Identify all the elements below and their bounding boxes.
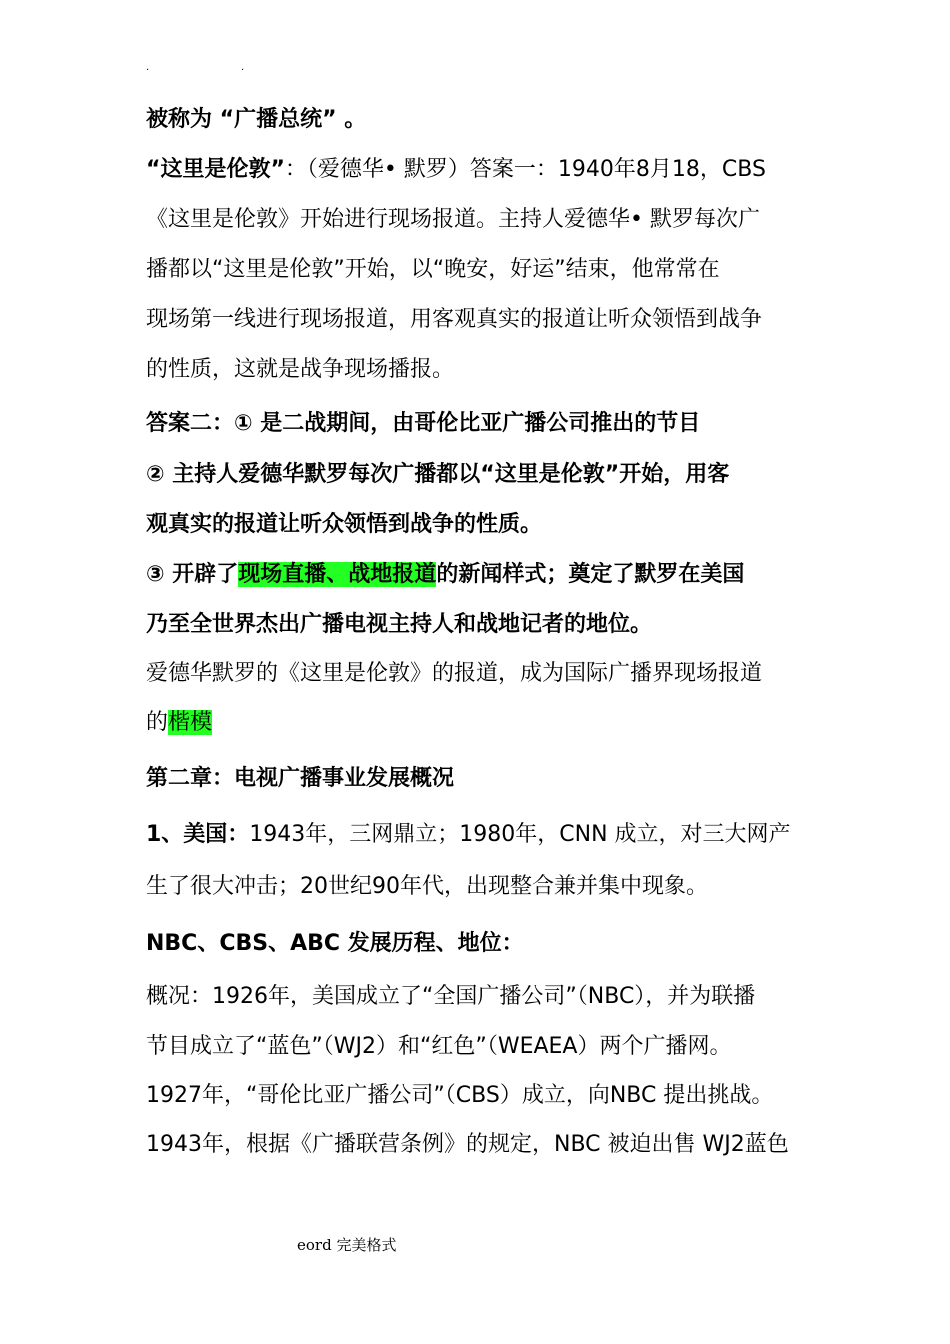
text-line: 现场第一线进行现场报道，用客观真实的报道让听众领悟到战争 [146, 307, 763, 332]
heading-inline: “这里是伦敦” [146, 157, 285, 182]
text-line: 生了很大冲击；20世纪90年代，出现整合兼并集中现象。 [146, 874, 708, 899]
text-line [146, 155, 766, 185]
header-dot: . [146, 62, 150, 73]
heading-inline: 1、美国： [146, 822, 250, 847]
text-line: 1943年，根据《广播联营条例》的规定，NBC 被迫出售 WJ2蓝色 [146, 1132, 789, 1157]
text-line: 爱德华默罗的《这里是伦敦》的报道，成为国际广播界现场报道 [146, 661, 763, 686]
text-line [146, 820, 791, 850]
text-line [146, 708, 212, 738]
text-line [146, 560, 744, 590]
text-line: 的性质，这就是战争现场播报。 [146, 357, 455, 382]
text-line: 《这里是伦敦》开始进行现场报道。主持人爱德华• 默罗每次广 [146, 207, 760, 232]
header-dot: . [241, 62, 245, 73]
text-line: 被称为 “广播总统” 。 [146, 107, 367, 132]
section-heading: 第二章：电视广播事业发展概况 [146, 766, 455, 791]
text-span: 的新闻样式；奠定了默罗在美国 [436, 562, 745, 587]
text-line: 1927年，“哥伦比亚广播公司”（CBS）成立，向NBC 提出挑战。 [146, 1083, 774, 1108]
text-line: 概况：1926年，美国成立了“全国广播公司”（NBC），并为联播 [146, 984, 756, 1009]
text-line: 答案二：① 是二战期间，由哥伦比亚广播公司推出的节目 [146, 411, 701, 436]
text-span: ③ 开辟了 [146, 562, 239, 587]
text-span: ：（爱德华• 默罗）答案一：1940年8月18，CBS [284, 157, 766, 182]
text-line: 观真实的报道让听众领悟到战争的性质。 [146, 512, 543, 537]
text-line: ② 主持人爱德华默罗每次广播都以“这里是伦敦”开始，用客 [146, 462, 730, 487]
text-line: 节目成立了“蓝色”（WJ2）和“红色”（WEAEA）两个广播网。 [146, 1034, 732, 1059]
text-span: 1943年，三网鼎立；1980年，CNN 成立，对三大网产 [249, 822, 791, 847]
text-line: 乃至全世界杰出广播电视主持人和战地记者的地位。 [146, 612, 653, 637]
text-span: 的 [146, 710, 169, 735]
highlighted-text: 现场直播、战地报道 [238, 562, 437, 587]
subsection-heading: NBC、CBS、ABC 发展历程、地位： [146, 931, 524, 956]
text-line: 播都以“这里是伦敦”开始，以“晚安，好运”结束，他常常在 [146, 257, 720, 282]
page-footer: eord 完美格式 [297, 1236, 397, 1254]
highlighted-text: 楷模 [168, 710, 213, 735]
